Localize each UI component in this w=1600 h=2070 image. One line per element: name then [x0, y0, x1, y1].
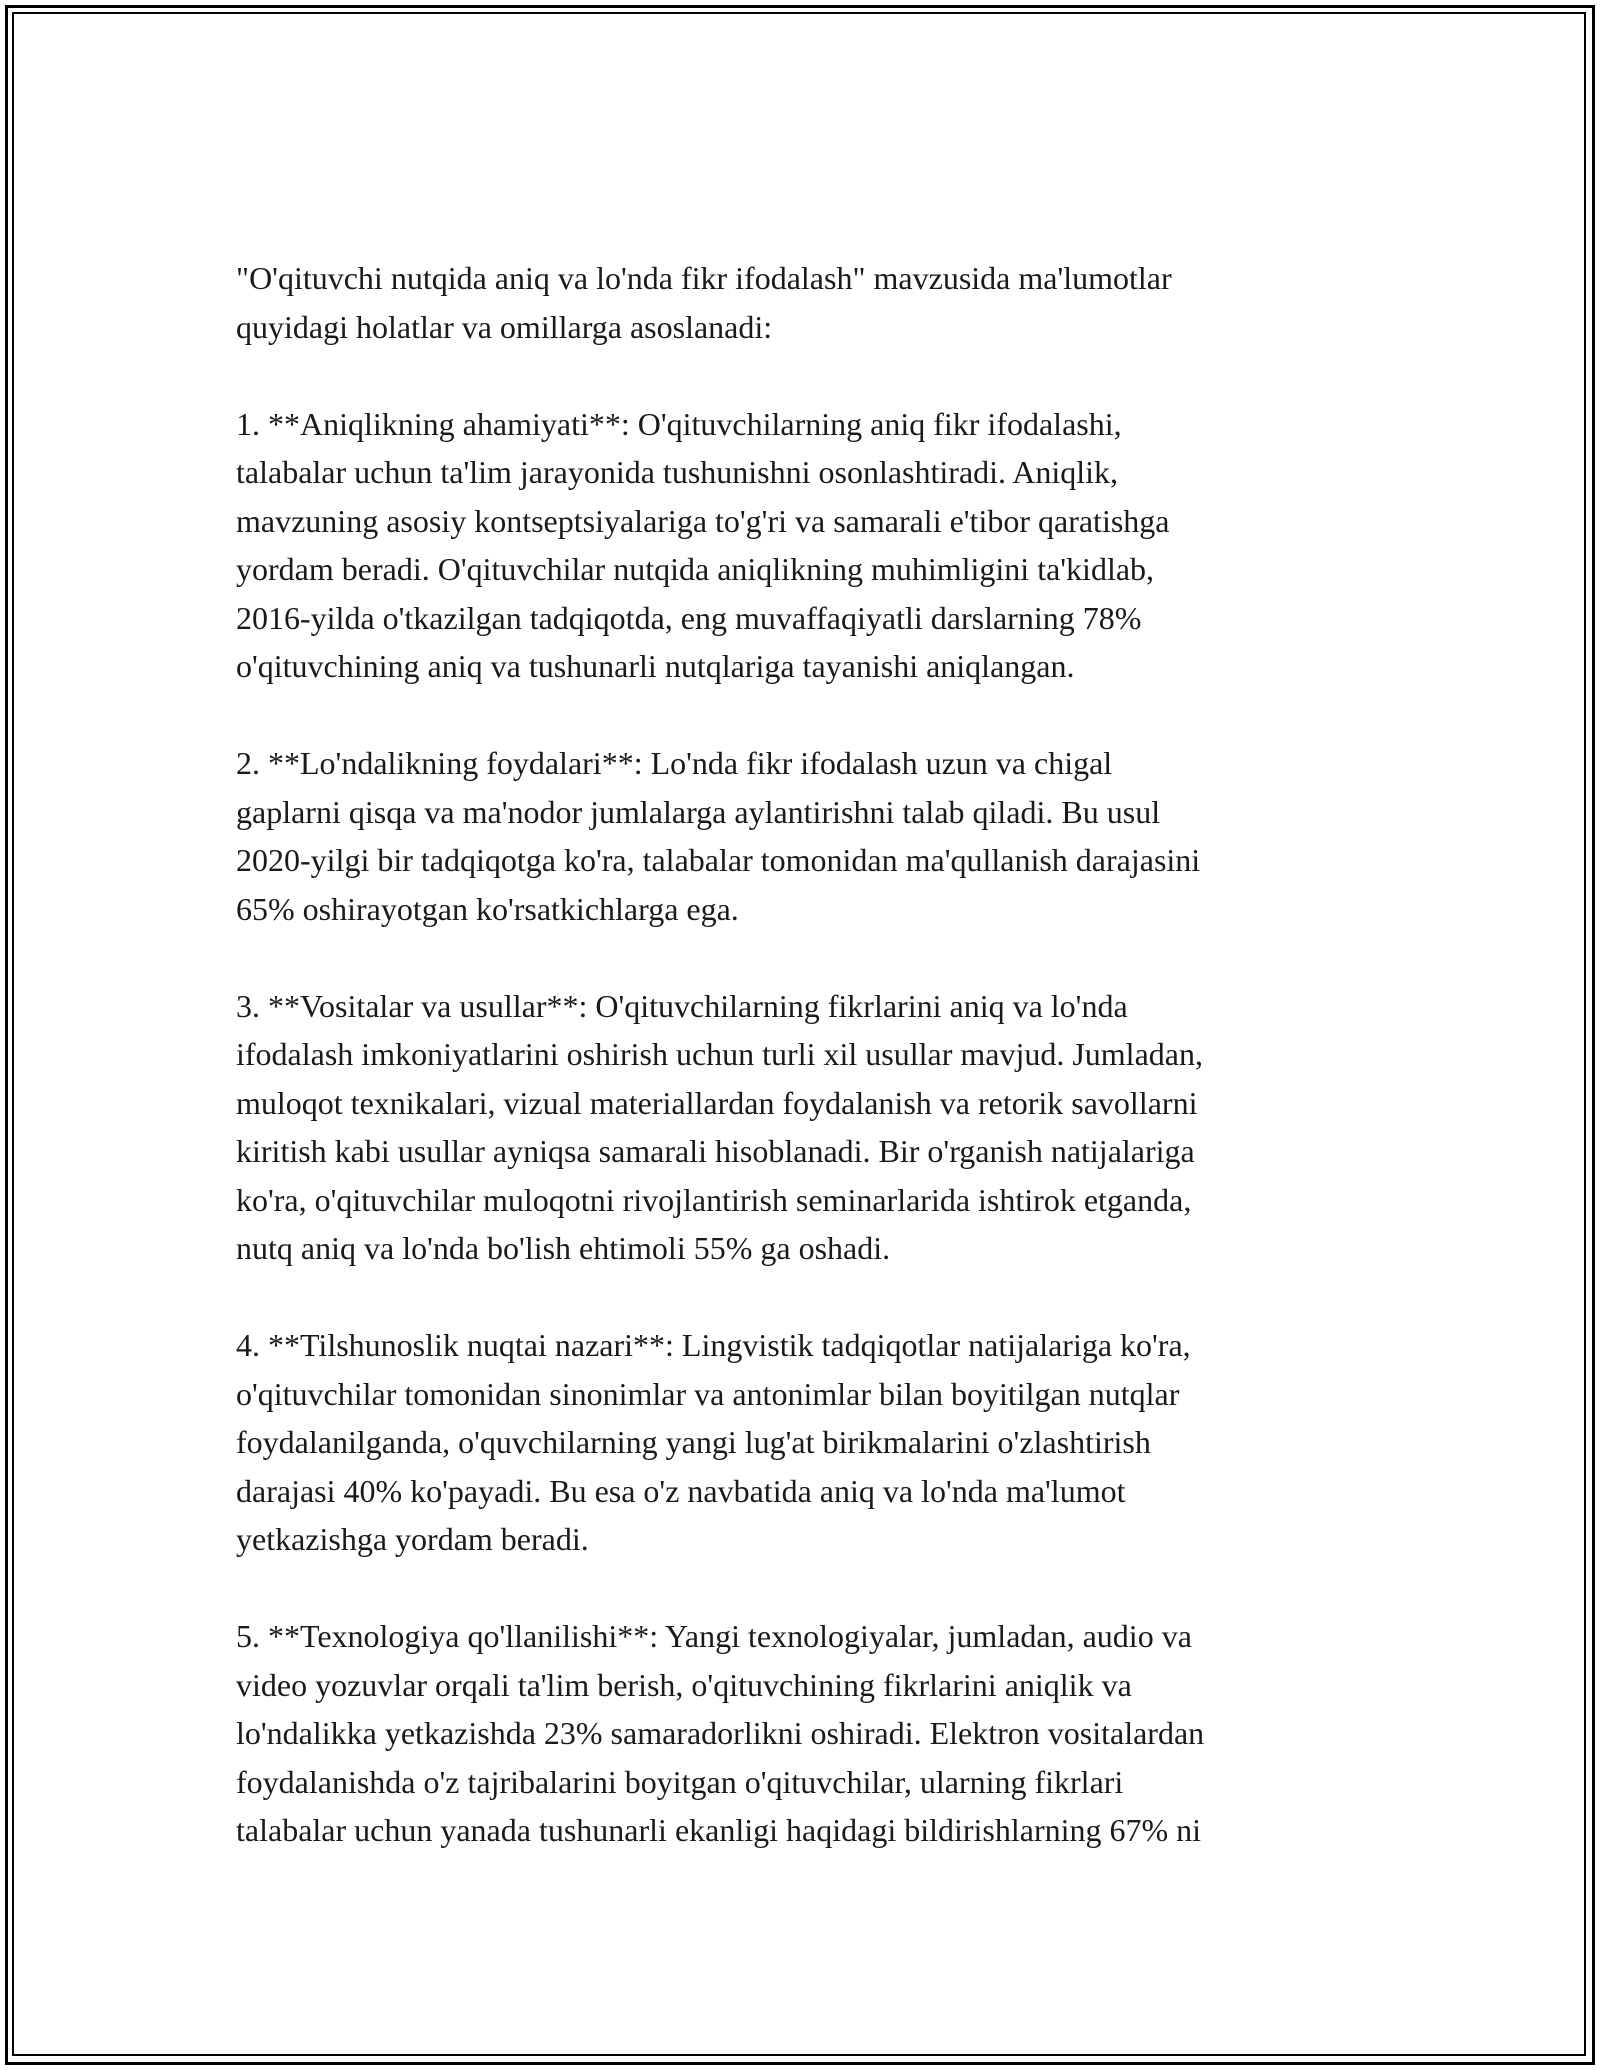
text-line: "O'qituvchi nutqida aniq va lo'nda fikr ifodalash" mavzusida ma'lumotlar — [236, 260, 1172, 296]
text-line: o'qituvchilar tomonidan sinonimlar va antonimlar bilan boyitilgan nutqlar — [236, 1375, 1180, 1412]
text-line: kiritish kabi usullar ayniqsa samarali hisoblanadi. Bir o'rganish natijalariga — [236, 1133, 1195, 1169]
text-line: video yozuvlar orqali ta'lim berish, o'qituvchining fikrlarini aniqlik va — [236, 1666, 1132, 1703]
text-line: ko'ra, o'qituvchilar muloqotni rivojlantirish seminarlarida ishtirok etganda, — [236, 1181, 1192, 1218]
text-line: 2016-yilda o'tkazilgan tadqiqotda, eng muvaffaqiyatli darslarning 78% — [236, 599, 1142, 636]
text-line: mavzuning asosiy kontseptsiyalariga to'g'ri va samarali e'tibor qaratishga — [236, 502, 1170, 539]
section-1-paragraph — [236, 400, 1366, 691]
text-line: 2. **Lo'ndalikning foydalari**: Lo'nda fikr ifodalash uzun va chigal — [236, 745, 1113, 781]
text-line: o'qituvchining aniq va tushunarli nutqlariga tayanishi aniqlangan. — [236, 648, 1075, 684]
text-line: lo'ndalikka yetkazishda 23% samaradorlikni oshiradi. Elektron vositalardan — [236, 1715, 1205, 1751]
text-line: foydalanishda o'z tajribalarini boyitgan o'qituvchilar, ularning fikrlari — [236, 1763, 1124, 1800]
text-line: muloqot texnikalari, vizual materiallardan foydalanish va retorik savollarni — [236, 1084, 1198, 1121]
text-line: foydalanilganda, o'quvchilarning yangi lug'at birikmalarini o'zlashtirish — [236, 1424, 1151, 1460]
text-line: nutq aniq va lo'nda bo'lish ehtimoli 55% ga oshadi. — [236, 1230, 891, 1266]
section-5-paragraph — [236, 1612, 1366, 1855]
text-line: 4. **Tilshunoslik nuqtai nazari**: Lingvistik tadqiqotlar natijalariga ko'ra, — [236, 1327, 1191, 1363]
text-line: darajasi 40% ko'payadi. Bu esa o'z navbatida aniq va lo'nda ma'lumot — [236, 1472, 1126, 1509]
text-line: gaplarni qisqa va ma'nodor jumlalarga aylantirishni talab qiladi. Bu usul — [236, 793, 1161, 830]
text-line: 3. **Vositalar va usullar**: O'qituvchilarning fikrlarini aniq va lo'nda — [236, 987, 1128, 1024]
text-line: ifodalash imkoniyatlarini oshirish uchun turli xil usullar mavjud. Jumladan, — [236, 1036, 1203, 1072]
text-line: 2020-yilgi bir tadqiqotga ko'ra, talabalar tomonidan ma'qullanish darajasini — [236, 842, 1201, 878]
section-4-paragraph — [236, 1321, 1366, 1564]
text-line: talabalar uchun ta'lim jarayonida tushunishni osonlashtiradi. Aniqlik, — [236, 454, 1119, 490]
text-line: talabalar uchun yanada tushunarli ekanligi haqidagi bildirishlarning 67% ni — [236, 1812, 1202, 1848]
text-line: 1. **Aniqlikning ahamiyati**: O'qituvchilarning aniq fikr ifodalashi, — [236, 405, 1122, 442]
intro-paragraph — [236, 254, 1366, 351]
section-3-paragraph — [236, 982, 1366, 1273]
text-line: yetkazishga yordam beradi. — [236, 1521, 589, 1557]
document-body — [236, 254, 1366, 1903]
section-2-paragraph — [236, 739, 1366, 933]
text-line: 5. **Texnologiya qo'llanilishi**: Yangi texnologiyalar, jumladan, audio va — [236, 1618, 1192, 1654]
text-line: 65% oshirayotgan ko'rsatkichlarga ega. — [236, 890, 739, 927]
text-line: yordam beradi. O'qituvchilar nutqida aniqlikning muhimligini ta'kidlab, — [236, 551, 1155, 587]
text-line: quyidagi holatlar va omillarga asoslanadi: — [236, 308, 773, 345]
